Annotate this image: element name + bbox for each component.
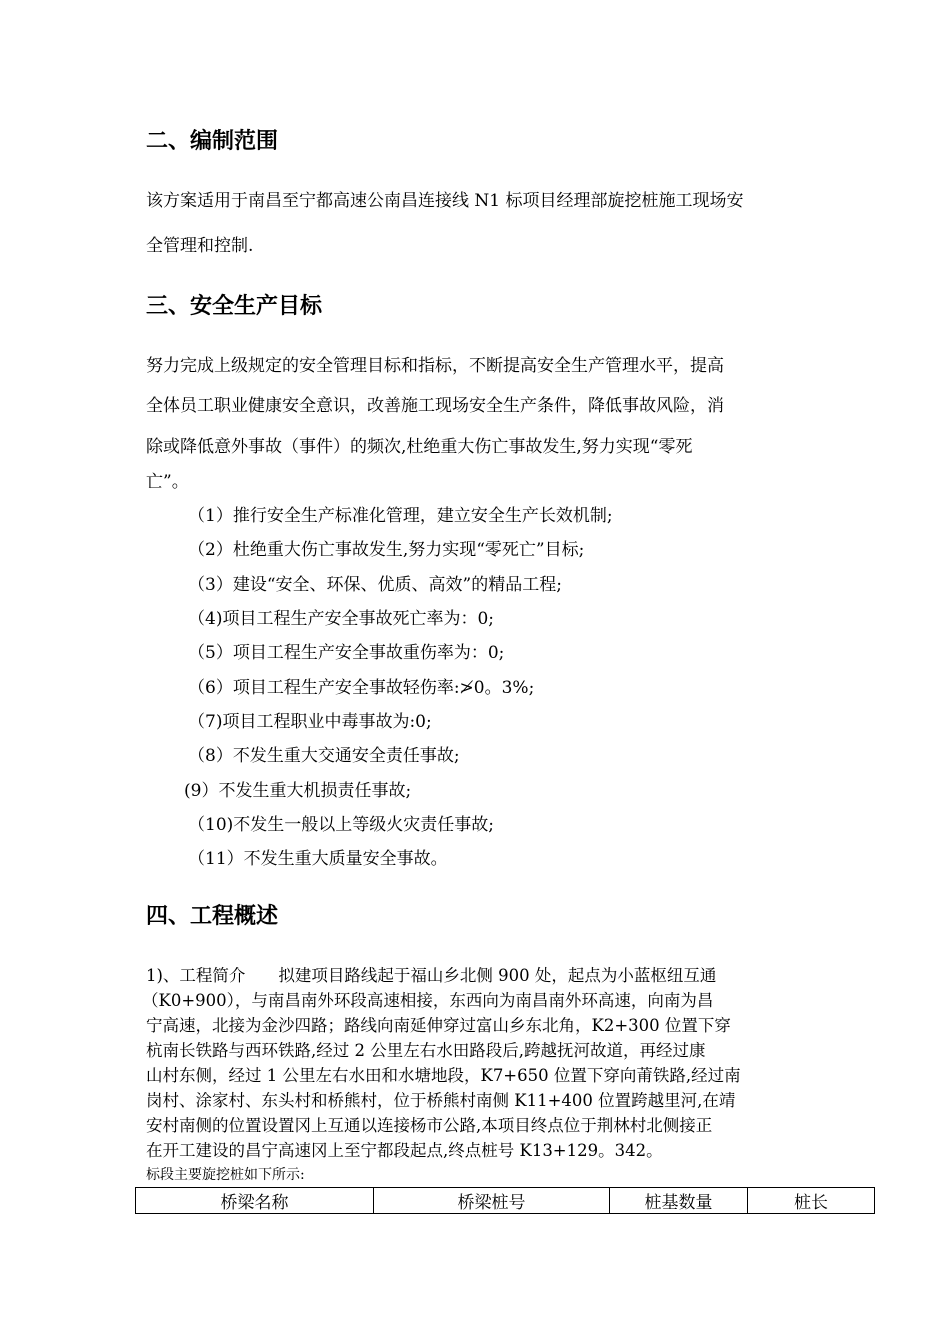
paragraph-line: 全管理和控制. xyxy=(146,236,254,256)
paragraph-line: 1)、工程简介 拟建项目路线起于福山乡北侧 900 处，起点为小蓝枢纽互通 xyxy=(146,966,717,985)
table-header-row xyxy=(136,1188,875,1214)
paragraph-line: 在开工建设的昌宁高速冈上至宁都段起点,终点桩号 K13+129。342。 xyxy=(146,1141,663,1160)
paragraph-line: 该方案适用于南昌至宁都高速公南昌连接线 N1 标项目经理部旋挖桩施工现场安 xyxy=(146,191,744,211)
paragraph-line: 努力完成上级规定的安全管理目标和指标，不断提高安全生产管理水平，提高 xyxy=(146,356,724,376)
section-heading-project-overview: 四、工程概述 xyxy=(146,904,279,929)
section-heading-safety-goals: 三、安全生产目标 xyxy=(146,294,323,319)
goal-item: （5）项目工程生产安全事故重伤率为：0; xyxy=(188,643,505,663)
goal-item: （6）项目工程生产安全事故轻伤率:≯0。3%; xyxy=(188,678,535,698)
table-header-cell: 桥梁名称 xyxy=(136,1188,374,1214)
goal-item: （2）杜绝重大伤亡事故发生,努力实现“零死亡”目标; xyxy=(188,540,585,560)
paragraph-line: 安村南侧的位置设置冈上互通以连接杨市公路,本项目终点位于荆林村北侧接正 xyxy=(146,1116,713,1135)
goal-item: （1）推行安全生产标准化管理，建立安全生产长效机制; xyxy=(188,506,613,526)
pile-table xyxy=(135,1187,875,1214)
goal-item: （11）不发生重大质量安全事故。 xyxy=(188,849,448,869)
table-header-cell: 桩基数量 xyxy=(610,1188,748,1214)
paragraph-line: 亡”。 xyxy=(146,472,189,492)
section-heading-scope: 二、编制范围 xyxy=(146,129,279,154)
goal-item: （10)不发生一般以上等级火灾责任事故; xyxy=(188,815,494,835)
goal-item: （3）建设“安全、环保、优质、高效”的精品工程; xyxy=(188,575,562,595)
paragraph-line: 全体员工职业健康安全意识，改善施工现场安全生产条件，降低事故风险，消 xyxy=(146,396,724,416)
table-header-cell: 桩长 xyxy=(748,1188,875,1214)
paragraph-line: 山村东侧，经过 1 公里左右水田和水塘地段，K7+650 位置下穿向莆铁路,经过南 xyxy=(146,1066,741,1085)
table-caption: 标段主要旋挖桩如下所示: xyxy=(146,1167,305,1183)
paragraph-line: 除或降低意外事故（事件）的频次,杜绝重大伤亡事故发生,努力实现“零死 xyxy=(146,437,693,457)
goal-item: (9）不发生重大机损责任事故; xyxy=(184,781,412,801)
paragraph-line: （K0+900），与南昌南外环段高速相接，东西向为南昌南外环高速，向南为昌 xyxy=(142,991,714,1010)
table-header-cell: 桥梁桩号 xyxy=(374,1188,610,1214)
goal-item: （4)项目工程生产安全事故死亡率为：0; xyxy=(188,609,494,629)
goal-item: （7)项目工程职业中毒事故为:0; xyxy=(188,712,432,732)
goal-item: （8）不发生重大交通安全责任事故; xyxy=(188,746,460,766)
paragraph-line: 宁高速，北接为金沙四路；路线向南延伸穿过富山乡东北角，K2+300 位置下穿 xyxy=(146,1016,731,1035)
paragraph-line: 杭南长铁路与西环铁路,经过 2 公里左右水田路段后,跨越抚河故道，再经过康 xyxy=(146,1041,706,1060)
paragraph-line: 岗村、涂家村、东头村和桥熊村，位于桥熊村南侧 K11+400 位置跨越里河,在靖 xyxy=(146,1091,736,1110)
